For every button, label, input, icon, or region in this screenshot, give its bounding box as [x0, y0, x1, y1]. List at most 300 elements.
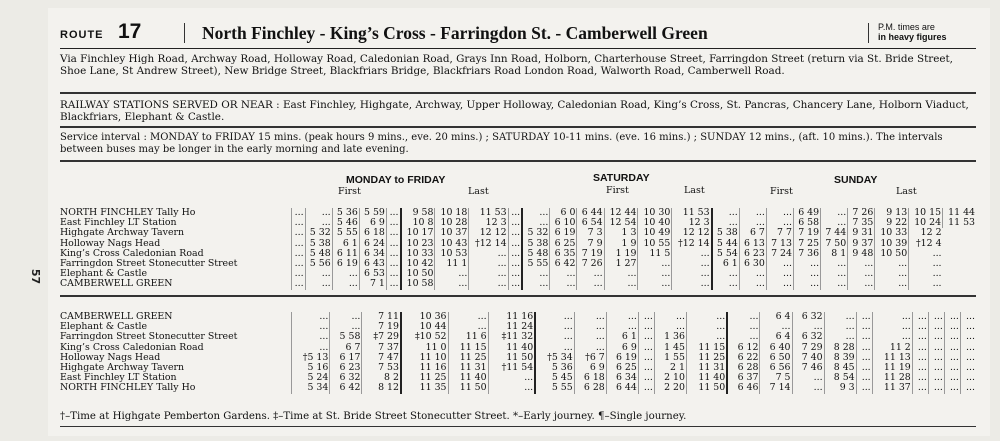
time-cell: 11 31 — [686, 363, 727, 373]
time-cell: 7 47 — [362, 353, 401, 363]
time-cell: 7 7 — [766, 228, 793, 238]
time-cell: 10 24 — [909, 218, 943, 228]
time-cell: 5 55 — [522, 259, 550, 269]
time-cell: 9 58 — [401, 208, 435, 218]
pm-note-line2: in heavy figures — [878, 32, 947, 42]
time-cell: ... — [821, 218, 848, 228]
time-cell: ... — [960, 383, 976, 393]
time-cell: ... — [821, 208, 848, 218]
time-cell: ... — [792, 373, 824, 383]
stop-name: CAMBERWELL GREEN — [60, 278, 173, 290]
time-cell: 5 32 — [305, 228, 332, 238]
time-cell: ... — [766, 218, 793, 228]
time-cell: ... — [638, 259, 672, 269]
time-cell: 10 33 — [401, 249, 435, 259]
time-cell: ... — [604, 279, 638, 289]
time-cell: 6 7 — [330, 343, 362, 353]
time-cell: ... — [508, 239, 522, 249]
time-cell: ... — [928, 383, 944, 393]
time-cell: ... — [912, 353, 928, 363]
time-cell: 6 44 — [577, 208, 604, 218]
time-cell: 7 36 — [793, 249, 820, 259]
time-cell: 7 11 — [362, 312, 401, 322]
time-cell: 6 40 — [760, 343, 792, 353]
time-cell: ... — [821, 259, 848, 269]
time-cell: ... — [292, 322, 330, 332]
time-cell: 10 53 — [435, 249, 469, 259]
time-cell: ... — [469, 269, 508, 279]
time-cell: 2 10 — [654, 373, 686, 383]
time-cell: 6 54 — [577, 218, 604, 228]
time-cell: 6 1 — [712, 259, 740, 269]
time-cell: 7 35 — [848, 218, 875, 228]
time-cell: 11 16 — [488, 312, 535, 322]
time-cell: ... — [928, 343, 944, 353]
time-cell: 6 53 — [359, 269, 386, 279]
time-cell: 9 13 — [875, 208, 909, 218]
time-cell: 6 50 — [760, 353, 792, 363]
time-cell: ... — [535, 322, 574, 332]
time-cell: 10 40 — [638, 218, 672, 228]
time-cell: ... — [488, 383, 535, 393]
time-cell: †12 14 — [469, 239, 508, 249]
time-cell: 5 38 — [522, 239, 550, 249]
sat-last-label: Last — [684, 185, 705, 196]
time-cell: 6 42 — [330, 383, 362, 393]
group-sunday: SUNDAY — [834, 174, 878, 186]
time-cell: 5 54 — [712, 249, 740, 259]
stop-name: Highgate Archway Tavern — [60, 362, 185, 374]
group-monday-friday: MONDAY to FRIDAY — [346, 174, 446, 186]
railway-stations: RAILWAY STATIONS SERVED OR NEAR : East Finchley, Highgate, Archway, Upper Holloway, Caledonian Road, King’s Cross, St. Pancras, Chancery Lane, Holborn Viaduct, Blackfriars, Elephant & Castle. — [60, 99, 969, 123]
time-cell: ... — [550, 269, 577, 279]
time-cell: ... — [638, 353, 654, 363]
time-cell: ... — [522, 279, 550, 289]
time-cell: 6 19 — [550, 228, 577, 238]
time-cell: 11 31 — [448, 363, 488, 373]
time-cell: ... — [604, 269, 638, 279]
time-cell: 12 54 — [604, 218, 638, 228]
time-cell: ... — [638, 363, 654, 373]
time-cell: 5 38 — [712, 228, 740, 238]
time-cell: 10 42 — [401, 259, 435, 269]
stop-name: Farringdon Street Stonecutter Street — [60, 258, 238, 270]
time-cell: 11 5 — [638, 249, 672, 259]
time-cell: 10 49 — [638, 228, 672, 238]
time-cell: 7 37 — [362, 343, 401, 353]
time-cell: ... — [638, 343, 654, 353]
route-label: ROUTE — [60, 29, 104, 41]
time-cell: ... — [960, 353, 976, 363]
time-cell: 5 48 — [305, 249, 332, 259]
time-cell: †11 54 — [488, 363, 535, 373]
time-cell: 6 0 — [550, 208, 577, 218]
time-cell: ... — [672, 269, 712, 279]
time-cell: 10 50 — [401, 269, 435, 279]
time-cell: 6 30 — [739, 259, 766, 269]
time-cell: ... — [928, 322, 944, 332]
time-cell: ... — [292, 239, 306, 249]
time-cell: ... — [386, 269, 400, 279]
time-cell: 6 34 — [606, 373, 638, 383]
time-cell: ... — [469, 279, 508, 289]
stop-name: Highgate Archway Tavern — [60, 227, 185, 239]
time-cell: 8 1 — [821, 249, 848, 259]
time-cell: 11 40 — [488, 343, 535, 353]
time-cell: ... — [944, 312, 960, 322]
time-cell: 11 50 — [448, 383, 488, 393]
time-cell: ... — [292, 343, 330, 353]
time-cell: 5 58 — [330, 332, 362, 342]
time-cell: ... — [856, 353, 872, 363]
time-cell: 1 19 — [604, 249, 638, 259]
time-cell: 6 9 — [606, 343, 638, 353]
time-cell: ... — [386, 228, 400, 238]
time-cell: ... — [332, 269, 359, 279]
divider — [868, 23, 869, 43]
time-cell: 12 12 — [469, 228, 508, 238]
time-cell: ... — [435, 279, 469, 289]
time-cell: ... — [606, 312, 638, 322]
time-cell: 6 19 — [332, 259, 359, 269]
time-cell: ... — [574, 332, 606, 342]
stop-name: Farringdon Street Stonecutter Street — [60, 331, 238, 343]
time-cell: ... — [960, 312, 976, 322]
time-cell: ‡7 29 — [362, 332, 401, 342]
time-cell: ... — [821, 279, 848, 289]
time-cell: ... — [535, 343, 574, 353]
time-cell: 6 17 — [330, 353, 362, 363]
time-cell: †6 7 — [574, 353, 606, 363]
time-cell: 7 29 — [792, 343, 824, 353]
time-cell: ... — [654, 312, 686, 322]
time-cell: 6 25 — [550, 239, 577, 249]
time-cell: 5 45 — [535, 373, 574, 383]
time-cell: 9 37 — [848, 239, 875, 249]
time-cell: ... — [739, 269, 766, 279]
time-cell: 6 23 — [739, 249, 766, 259]
time-cell: 6 34 — [359, 249, 386, 259]
time-cell: ... — [912, 332, 928, 342]
time-cell: 11 53 — [469, 208, 508, 218]
time-cell: 7 44 — [821, 228, 848, 238]
time-cell: 11 25 — [401, 373, 448, 383]
time-cell: 5 36 — [332, 208, 359, 218]
time-cell: ... — [960, 322, 976, 332]
time-cell: ... — [856, 343, 872, 353]
stop-name: Holloway Nags Head — [60, 237, 161, 249]
time-cell: ... — [522, 269, 550, 279]
pm-note — [878, 22, 978, 42]
time-cell: ... — [856, 373, 872, 383]
time-cell: ... — [766, 269, 793, 279]
time-cell: 11 2 — [872, 343, 912, 353]
time-cell: 7 50 — [821, 239, 848, 249]
time-cell: ... — [872, 312, 912, 322]
time-cell: ... — [712, 269, 740, 279]
time-cell: ... — [909, 279, 943, 289]
time-cell: ... — [793, 269, 820, 279]
time-cell: ... — [638, 279, 672, 289]
time-cell: 7 9 — [577, 239, 604, 249]
time-cell: 6 18 — [359, 228, 386, 238]
time-cell: ... — [909, 249, 943, 259]
mf-first-label: First — [338, 186, 361, 197]
time-cell: ... — [856, 312, 872, 322]
time-cell: ... — [856, 322, 872, 332]
time-cell: ... — [535, 332, 574, 342]
time-cell: ... — [912, 343, 928, 353]
time-cell: ... — [856, 383, 872, 393]
time-cell: 6 9 — [359, 218, 386, 228]
time-cell: 6 32 — [330, 373, 362, 383]
route-title: North Finchley - King’s Cross - Farringdon St. - Camberwell Green — [202, 23, 708, 43]
time-cell: 6 25 — [606, 363, 638, 373]
northbound-table — [60, 208, 976, 290]
time-cell: 11 50 — [686, 383, 727, 393]
time-cell: 7 5 — [760, 373, 792, 383]
time-cell: ... — [550, 279, 577, 289]
southbound-table — [60, 312, 976, 394]
time-cell: 11 28 — [872, 373, 912, 383]
stop-name: East Finchley LT Station — [60, 372, 177, 384]
time-cell: ... — [386, 218, 400, 228]
time-cell: ... — [522, 218, 550, 228]
time-cell: ... — [727, 322, 760, 332]
time-cell: 6 42 — [550, 259, 577, 269]
time-cell: ... — [912, 312, 928, 322]
time-cell: ... — [928, 312, 944, 322]
time-cell: 11 15 — [686, 343, 727, 353]
time-cell: ... — [448, 322, 488, 332]
service-interval: Service interval : MONDAY to FRIDAY 15 mins. (peak hours 9 mins., eve. 20 mins.) ; SATURDAY 10-11 mins. (eve. 16 mins.) ; SUNDAY 12 mins., (aft. 10 mins.). The intervals between buses may be longer in the early morning and late evening. — [60, 132, 943, 155]
time-cell: 7 26 — [848, 208, 875, 218]
time-cell: 9 31 — [848, 228, 875, 238]
time-cell: 9 22 — [875, 218, 909, 228]
time-cell: 6 32 — [792, 312, 824, 322]
stop-name: King’s Cross Caledonian Road — [60, 341, 204, 353]
time-cell: 8 54 — [824, 373, 856, 383]
stop-name: Elephant & Castle — [60, 268, 148, 280]
time-cell: ... — [488, 373, 535, 383]
time-cell: ... — [448, 312, 488, 322]
time-cell: ... — [727, 312, 760, 322]
time-cell: 2 1 — [654, 363, 686, 373]
time-cell: ... — [960, 363, 976, 373]
time-cell: 10 55 — [638, 239, 672, 249]
rule — [60, 295, 976, 297]
time-cell: 1 36 — [654, 332, 686, 342]
time-cell: 1 9 — [604, 239, 638, 249]
time-cell: ... — [872, 322, 912, 332]
time-cell: 6 22 — [727, 353, 760, 363]
stop-name: East Finchley LT Station — [60, 217, 177, 229]
time-cell: ... — [712, 208, 740, 218]
time-cell: 5 48 — [522, 249, 550, 259]
time-cell: ... — [848, 269, 875, 279]
time-cell: ... — [305, 208, 332, 218]
time-cell: 6 13 — [739, 239, 766, 249]
time-cell: 11 24 — [488, 322, 535, 332]
time-cell: ... — [292, 228, 306, 238]
time-cell: 6 4 — [760, 332, 792, 342]
time-cell: 9 48 — [848, 249, 875, 259]
time-cell: ... — [944, 343, 960, 353]
time-cell: ... — [638, 383, 654, 393]
footnotes: †–Time at Highgate Pemberton Gardens. ‡–Time at St. Bride Street Stonecutter Street. *–Early journey. ¶–Single journey. — [60, 411, 687, 422]
time-cell: ... — [672, 249, 712, 259]
time-cell: 6 28 — [727, 363, 760, 373]
time-cell: ... — [686, 322, 727, 332]
time-cell: 10 28 — [435, 218, 469, 228]
time-cell: ... — [928, 353, 944, 363]
time-cell: 7 40 — [792, 353, 824, 363]
stop-name: King’s Cross Caledonian Road — [60, 247, 204, 259]
time-cell: 7 53 — [362, 363, 401, 373]
timetable-page — [48, 8, 990, 436]
time-cell: 5 36 — [535, 363, 574, 373]
time-cell: 11 13 — [872, 353, 912, 363]
time-cell: 6 37 — [727, 373, 760, 383]
time-cell: 7 25 — [793, 239, 820, 249]
time-cell: ... — [292, 312, 330, 322]
time-cell: 7 46 — [792, 363, 824, 373]
time-cell: 1 45 — [654, 343, 686, 353]
time-cell: 6 1 — [606, 332, 638, 342]
time-cell: ... — [638, 332, 654, 342]
time-cell: ... — [292, 208, 306, 218]
time-cell: 11 40 — [448, 373, 488, 383]
time-cell: ... — [574, 343, 606, 353]
time-cell: ... — [712, 279, 740, 289]
pm-note-line1: P.M. times are — [878, 22, 935, 32]
time-cell: †5 13 — [292, 353, 330, 363]
time-cell: 10 15 — [909, 208, 943, 218]
time-cell: ... — [793, 279, 820, 289]
time-cell: ... — [386, 249, 400, 259]
time-cell: ... — [292, 259, 306, 269]
time-cell: ... — [292, 279, 306, 289]
time-cell: 10 17 — [401, 228, 435, 238]
time-cell: ... — [638, 312, 654, 322]
rule — [60, 426, 976, 427]
time-cell: 6 24 — [359, 239, 386, 249]
time-cell: ... — [944, 332, 960, 342]
time-cell: 5 44 — [712, 239, 740, 249]
rule — [60, 160, 976, 162]
time-cell: 11 40 — [686, 373, 727, 383]
time-cell: ... — [928, 363, 944, 373]
time-cell: 5 59 — [359, 208, 386, 218]
route-description: Via Finchley High Road, Archway Road, Holloway Road, Caledonian Road, Grays Inn Road, Holborn, Charterhouse Street, Farringdon Street (return via St. Bride Street, Shoe Lane, St Andrew Street), New Bridge Street, Blackfriars Bridge, Blackfriars Road London Road, Walworth Road, Camberwell Road. — [60, 53, 953, 77]
time-cell: ... — [909, 259, 943, 269]
time-cell: ... — [712, 218, 740, 228]
time-cell: 6 1 — [332, 239, 359, 249]
time-cell: ... — [909, 269, 943, 279]
time-cell: 11 53 — [672, 208, 712, 218]
time-cell: ... — [435, 269, 469, 279]
time-cell: ... — [469, 259, 508, 269]
time-cell: 12 3 — [672, 218, 712, 228]
time-cell: 11 35 — [401, 383, 448, 393]
time-cell: 7 19 — [362, 322, 401, 332]
stop-name: NORTH FINCHLEY Tally Ho — [60, 382, 196, 394]
time-cell: 10 43 — [435, 239, 469, 249]
time-cell: ... — [912, 373, 928, 383]
time-cell: 5 32 — [522, 228, 550, 238]
table-row — [60, 373, 976, 383]
time-cell: 10 23 — [401, 239, 435, 249]
time-cell: 7 13 — [766, 239, 793, 249]
time-cell: †12 14 — [672, 239, 712, 249]
time-cell: ... — [305, 279, 332, 289]
time-cell: ... — [824, 312, 856, 322]
route-header — [60, 18, 976, 49]
time-cell: ... — [824, 332, 856, 342]
time-cell: ... — [875, 279, 909, 289]
time-cell: 11 44 — [943, 208, 976, 218]
time-cell: ... — [944, 322, 960, 332]
time-cell: ... — [292, 249, 306, 259]
time-cell: 10 30 — [638, 208, 672, 218]
time-cell: 6 49 — [793, 208, 820, 218]
time-cell: 10 36 — [401, 312, 448, 322]
time-cell: 10 37 — [435, 228, 469, 238]
rule — [60, 126, 976, 128]
table-row — [60, 279, 976, 289]
time-cell: ... — [792, 322, 824, 332]
time-cell: ... — [766, 259, 793, 269]
time-cell: 10 33 — [875, 228, 909, 238]
time-cell: ... — [606, 322, 638, 332]
time-cell: ... — [508, 208, 522, 218]
page-number: 57 — [29, 268, 43, 285]
time-cell: 11 6 — [448, 332, 488, 342]
time-cell: ... — [912, 383, 928, 393]
time-cell: 12 2 — [909, 228, 943, 238]
time-cell: ... — [672, 259, 712, 269]
time-cell: ... — [508, 269, 522, 279]
time-cell: 8 45 — [824, 363, 856, 373]
time-cell: 8 39 — [824, 353, 856, 363]
rule — [60, 92, 976, 94]
time-cell: 6 46 — [727, 383, 760, 393]
time-cell: ... — [960, 373, 976, 383]
sun-first-label: First — [770, 186, 793, 197]
time-cell: †12 4 — [909, 239, 943, 249]
time-cell: 10 50 — [875, 249, 909, 259]
time-cell: ... — [739, 208, 766, 218]
time-cell: 11 37 — [872, 383, 912, 393]
time-cell: ... — [856, 332, 872, 342]
time-cell: ... — [856, 363, 872, 373]
time-cell: 5 55 — [332, 228, 359, 238]
table-row — [60, 383, 976, 393]
time-cell: ... — [292, 218, 306, 228]
time-cell: ... — [469, 249, 508, 259]
time-cell: ... — [875, 269, 909, 279]
time-cell: 5 24 — [292, 373, 330, 383]
time-cell: ... — [330, 312, 362, 322]
time-cell: 10 44 — [401, 322, 448, 332]
time-cell: 10 39 — [875, 239, 909, 249]
time-cell: 7 1 — [359, 279, 386, 289]
time-cell: 11 1 — [435, 259, 469, 269]
time-cell: ... — [638, 322, 654, 332]
time-cell: ... — [944, 383, 960, 393]
sat-first-label: First — [606, 185, 629, 196]
time-cell: ... — [686, 332, 727, 342]
